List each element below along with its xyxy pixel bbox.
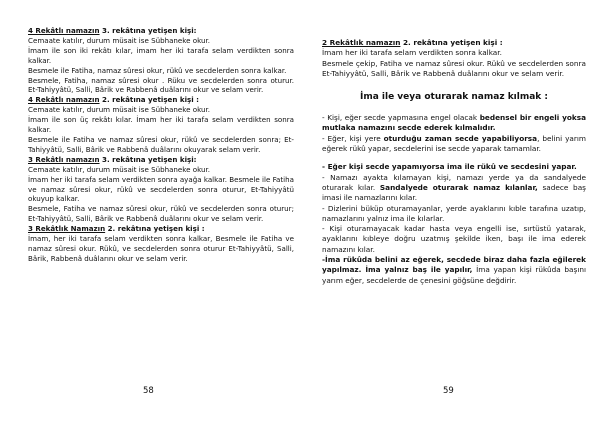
right-page	[300, 0, 600, 423]
text-line: Besmele, Fatiha ve namaz sûresi okur, rükû ve secdelerden sonra oturur; Et-Tahiyyâtü, Salli, Bârik ve Rabbenâ duâlarını okur ve selam verir.	[28, 204, 294, 224]
paragraph: - Dizlerini büküp oturamayanlar, yerde ayaklarını kıble tarafına uzatıp, namazlarını yalnız ima ile kılarlar.	[322, 203, 586, 223]
section-heading: 4 Rekâtlı namazın 2. rekâtına yetişen kişi :	[28, 95, 199, 105]
text-line: Cemaate katılır, durum müsait ise Sübhaneke okur.	[28, 164, 211, 174]
text-line: Besmele ile Fatiha, namaz sûresi okur, rükû ve secdelerden sonra kalkar.	[28, 65, 287, 75]
text-line: İmam ile son iki rekâtı kılar, imam her iki tarafa selam verdikten sonra kalkar.	[28, 45, 294, 65]
text-line: İmam her iki tarafa selam verdikten sonra kalkar.	[322, 48, 502, 58]
section-heading: 4 Rekâtlı namazın 3. rekâtına yetişen kişi:	[28, 26, 197, 35]
page-number-right: 59	[443, 386, 454, 396]
paragraph: -İma rükûda belini az eğerek, secdede biraz daha fazla eğilerek yapılmaz. İma yalnız baş ile yapılır, İma yapan kişi rükûda başını yarım eğer, secdelerde de çenesini göğsüne değdirir.	[322, 255, 586, 285]
spacer	[322, 154, 586, 162]
text-line: İmam her iki tarafa selam verdikten sonra ayağa kalkar. Besmele ile Fatiha ve namaz sûresi okur, rükû ve secdelerden sonra oturur, Et-Tahiyyâtü okuyup kalkar.	[28, 174, 294, 204]
text-line: Besmele, Fatiha, namaz sûresi okur . Rüku ve secdelerden sonra oturur. Et-Tahiyyâtü, Salli, Bârik ve Rabbenâ duâlarını okur ve selam verir.	[28, 75, 294, 95]
paragraph: - Eğer kişi secde yapamıyorsa ima ile rükû ve secdesini yapar.	[322, 162, 577, 172]
page-number-left: 58	[143, 386, 154, 396]
paragraph: - Eğer, kişi yere oturduğu zaman secde yapabiliyorsa, belini yarım eğerek rükû yapar, secdelerini ise secde yaparak tamamlar.	[322, 133, 587, 154]
text-line: Cemaate katılır, durum müsait ise Sübhaneke okur.	[28, 35, 211, 45]
section-heading: 2 Rekâtlık namazın 2. rekâtına yetişen kişi :	[322, 38, 503, 47]
paragraph: - Kişi, eğer secde yapmasına engel olacak bedensel bir engeli yoksa mutlaka namazını secde ederek kılmalıdır.	[322, 113, 587, 133]
paragraph: - Kişi oturamayacak kadar hasta veya engelli ise, sırtüstü yatarak, ayaklarını kıbleye doğru uzatmış şekilde iken, başı ile ima ederek namazını kılar.	[322, 224, 586, 254]
text-line: Besmele çekip, Fatiha ve namaz sûresi okur. Rükû ve secdelerden sonra Et-Tahiyyâtü, Salli, Bârik ve Rabbenâ duâlarını okur ve selam verir.	[322, 58, 586, 78]
paragraph: - Namazı ayakta kılamayan kişi, namazı yerde ya da sandalyede oturarak kılar. Sandalyede oturarak namaz kılanlar, sadece baş imasi ile namazlarını kılar.	[322, 172, 586, 203]
text-line: Cemaate katılır, durum müsait ise Sübhaneke okur.	[28, 105, 211, 115]
section-title: İma ile veya oturarak namaz kılmak :	[359, 92, 549, 103]
section-heading: 3 Rekâtlı namazın 3. rekâtına yetişen kişi:	[28, 154, 197, 164]
text-line: İmam ile son üç rekâtı kılar. İmam her iki tarafa selam verdikten sonra kalkar.	[28, 115, 294, 135]
text-line: Besmele ile Fatiha ve namaz sûresi okur, rükû ve secdelerden sonra; Et-Tahiyyâtü, Salli, Bârik ve Rabbenâ duâlarını okuyarak selam verir.	[28, 134, 294, 154]
section-heading: 3 Rekâtlık Namazın 2. rekâtına yetişen kişi :	[28, 224, 205, 234]
text-line: İmam, her iki tarafa selam verdikten sonra kalkar, Besmele ile Fatiha ve namaz sûresi okur. Rükû, ve secdelerden sonra oturur Et-Tahiyyâtü, Salli, Bârik, Rabbenâ duâlarını okur ve selam verir.	[28, 234, 294, 263]
